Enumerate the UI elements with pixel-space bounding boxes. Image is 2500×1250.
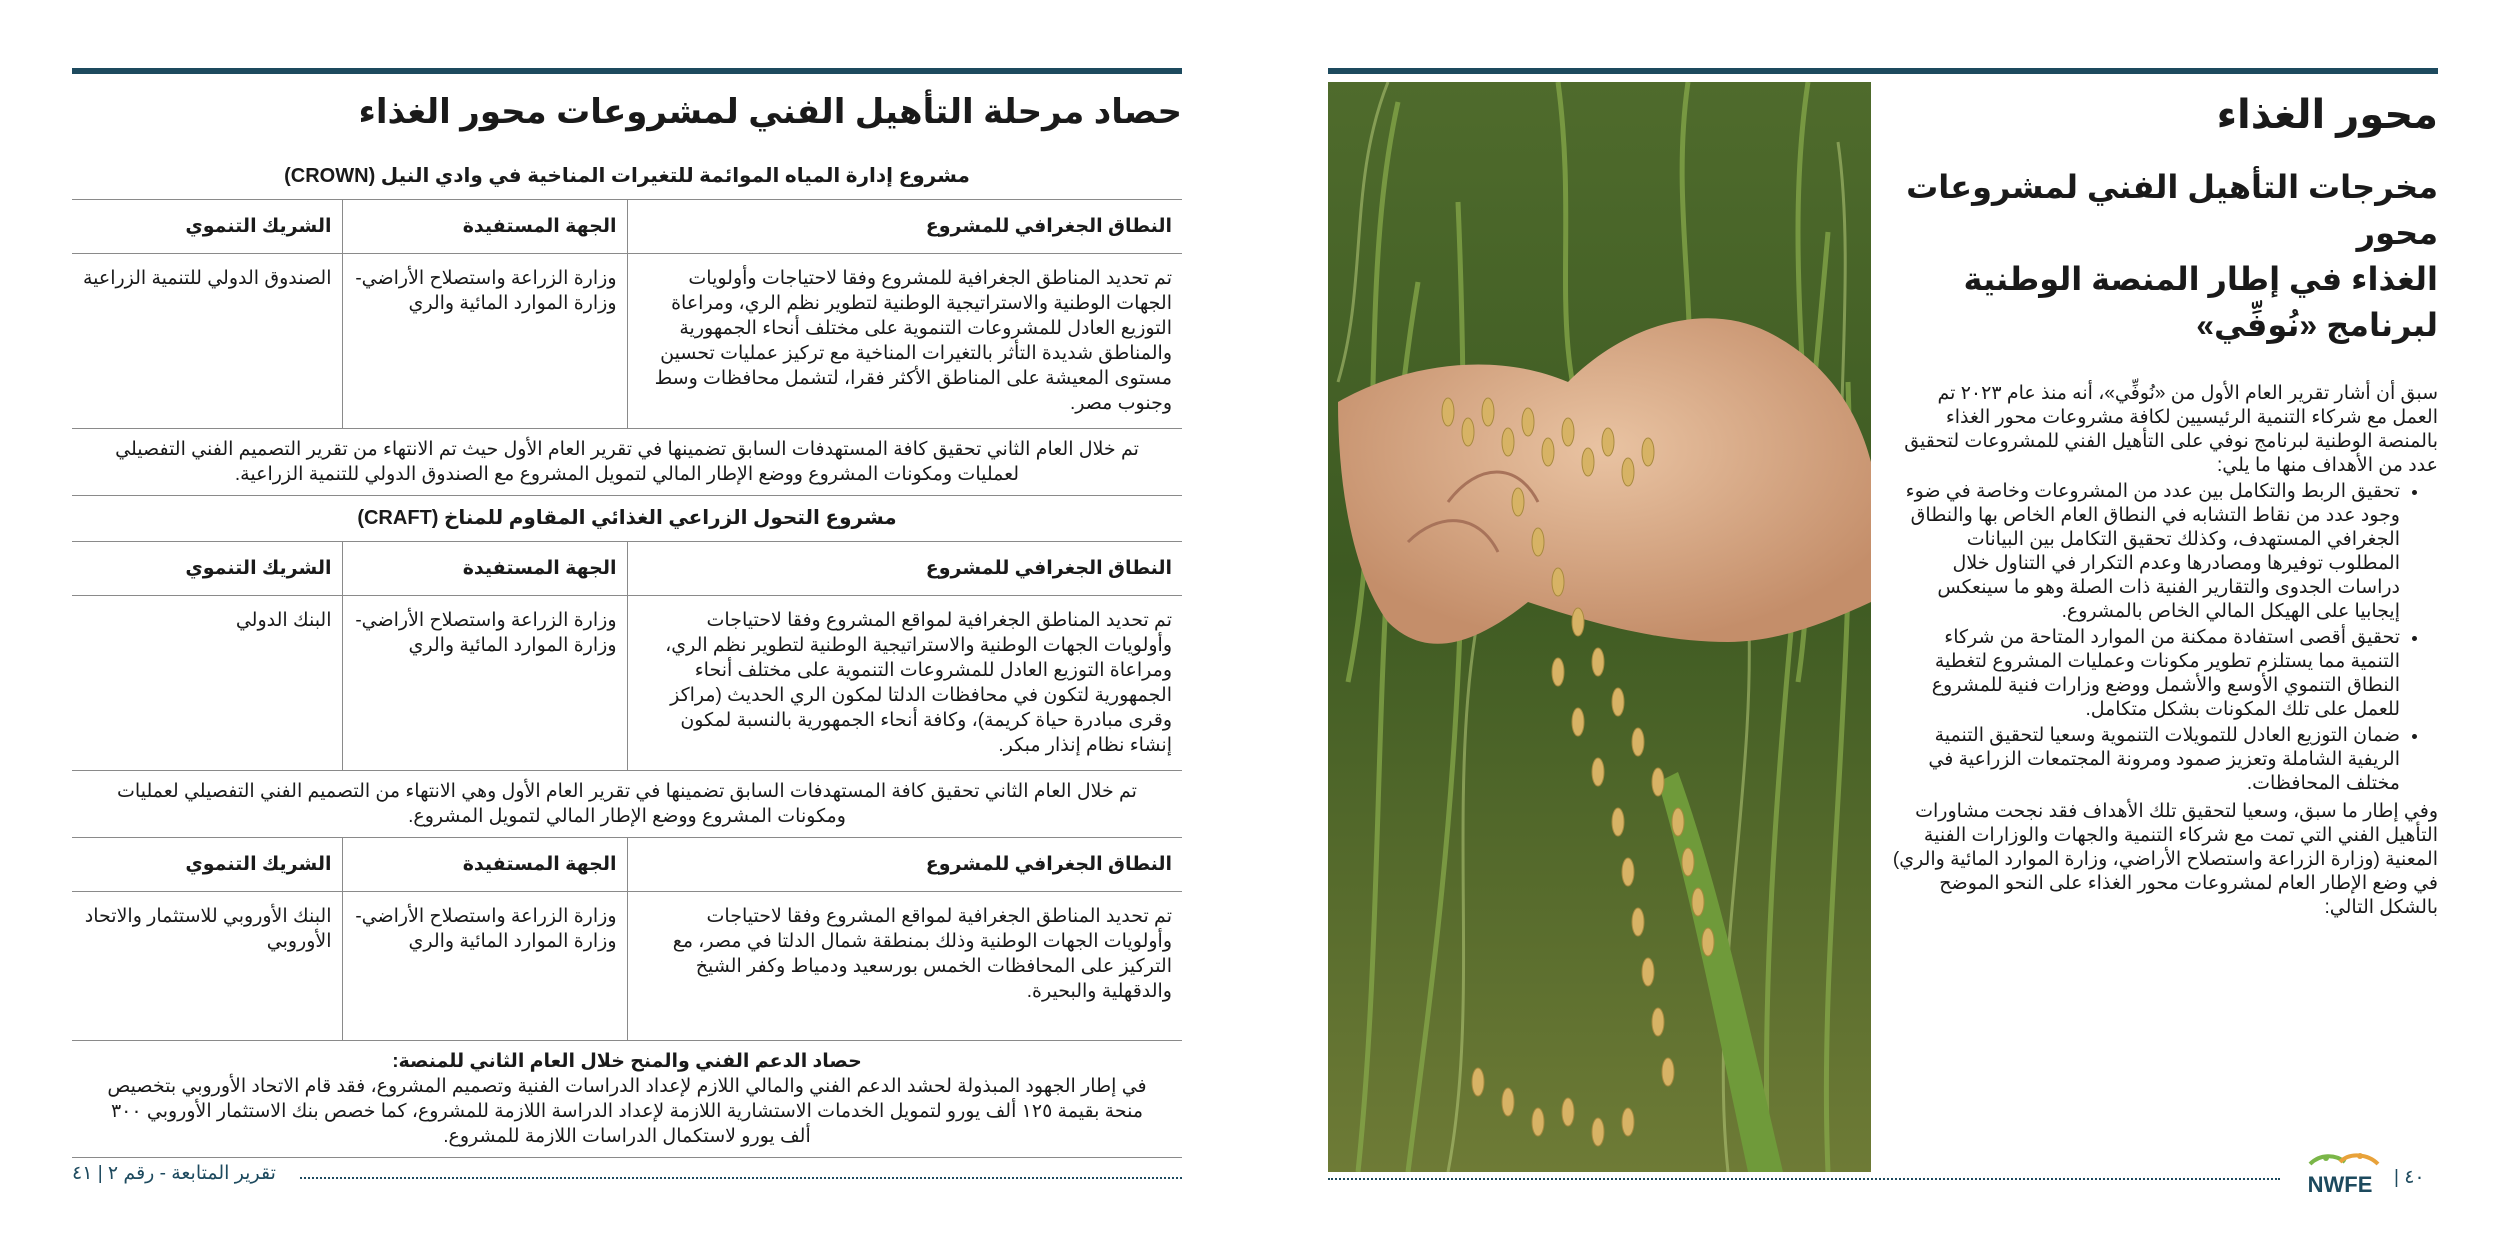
projects-table — [72, 154, 1182, 1158]
footer-dotted-line — [300, 1177, 1182, 1179]
header-beneficiary: الجهة المستفيدة — [342, 542, 627, 596]
logo-wordmark: NWFE — [2307, 1172, 2373, 1197]
table-header-row — [72, 838, 1182, 892]
project-title-row — [72, 154, 1182, 200]
project-note: تم خلال العام الثاني تحقيق كافة المستهدفات السابق تضمينها في تقرير العام الأول حيث تم الانتهاء من تقرير التصميم الفني التفصيلي لعمليات ومكونات المشروع ووضع الإطار المالي لتمويل المشروع مع الصندوق الدولي للتنمية الزراعية. — [72, 429, 1182, 496]
header-partner: الشريك التنموي — [72, 542, 342, 596]
partner-cell: الصندوق الدولي للتنمية الزراعية — [72, 254, 342, 429]
partner-cell: البنك الأوروبي للاستثمار والاتحاد الأوروبي — [72, 892, 342, 1041]
header-partner: الشريك التنموي — [72, 838, 342, 892]
project-note: تم خلال العام الثاني تحقيق كافة المستهدفات السابق تضمينها في تقرير العام الأول وهي الانتهاء من التصميم الفني التفصيلي لعمليات ومكونات المشروع ووضع الإطار المالي لتمويل المشروع. — [72, 771, 1182, 838]
page-number: ٤٠ | — [2394, 1167, 2425, 1188]
partner-cell: البنك الدولي — [72, 596, 342, 771]
support-title: حصاد الدعم الفني والمنح خلال العام الثاني للمنصة: — [392, 1051, 862, 1072]
table-row — [72, 596, 1182, 771]
right-page-column — [1890, 82, 2438, 920]
list-item: • تحقيق أقصى استفادة ممكنة من الموارد المتاحة من شركاء التنمية مما يستلزم تطوير مكونات وعمليات المشروع لتغطية النطاق التنموي الأوسع والأشمل ووضع وزارات فنية للمشروع للعمل على تلك المكونات بشكل متكامل. — [1890, 626, 2400, 722]
table-header-row — [72, 542, 1182, 596]
project-note-row — [72, 429, 1182, 496]
intro-paragraph: سبق أن أشار تقرير العام الأول من «نُوفِّي»، أنه منذ عام ٢٠٢٣ تم العمل مع شركاء التنمية الرئيسيين لكافة مشروعات محور الغذاء بالمنصة الوطنية لبرنامج نوفي على التأهيل الفني للمشروعات لتحقيق عدد من الأهداف منها ما يلي: — [1904, 383, 2438, 476]
header-scope: النطاق الجغرافي للمشروع — [627, 542, 1182, 596]
table-row — [72, 254, 1182, 429]
support-body: في إطار الجهود المبذولة لحشد الدعم الفني والمالي اللازم لإعداد الدراسات الفنية وتصميم المشروع، فقد قام الاتحاد الأوروبي بتخصيص منحة بقيمة ١٢٥ ألف يورو لتمويل الخدمات الاستشارية اللازمة لإعداد الدراسة اللازمة للمشروع، كما خصص بنك الاستثمار الأوروبي ٣٠٠ ألف يورو لاستكمال الدراسات اللازمة للمشروع. — [107, 1076, 1147, 1147]
beneficiary-cell: وزارة الزراعة واستصلاح الأراضي- وزارة الموارد المائية والري — [342, 254, 627, 429]
section-subheading — [1890, 164, 2438, 348]
header-beneficiary: الجهة المستفيدة — [342, 838, 627, 892]
nwfe-logo — [2290, 1150, 2390, 1200]
header-scope: النطاق الجغرافي للمشروع — [627, 200, 1182, 254]
scope-cell: تم تحديد المناطق الجغرافية للمشروع وفقا لاحتياجات وأولويات الجهات الوطنية والاستراتيجية الوطنية لتطوير نظم الري، ومراعاة التوزيع العادل للمشروعات التنموية على مختلف أنحاء الجمهورية والمناطق شديدة التأثر بالتغيرات المناخية مع تركيز عمليات تحسين مستوى المعيشة على المناطق الأكثر فقرا، لتشمل محافظات وسط وجنوب مصر. — [627, 254, 1182, 429]
support-row — [72, 1041, 1182, 1158]
left-footer — [72, 1160, 1182, 1190]
scope-cell: تم تحديد المناطق الجغرافية لمواقع المشروع وفقا لاحتياجات وأولويات الجهات الوطنية وذلك بمنطقة شمال الدلتا في مصر، مع التركيز على المحافظات الخمس بورسعيد ودمياط وكفر الشيخ والدقهلية والبحيرة. — [627, 892, 1182, 1041]
footer-report-label: تقرير المتابعة - رقم ٢ | ٤١ — [72, 1163, 276, 1184]
footer-dotted-line — [1328, 1178, 2280, 1180]
header-partner: الشريك التنموي — [72, 200, 342, 254]
subheading-line: لبرنامج «نُوفِّي» — [2196, 307, 2438, 343]
project-title: مشروع إدارة المياه الموائمة للتغيرات المناخية في وادي النيل (CROWN) — [72, 154, 1182, 200]
header-beneficiary: الجهة المستفيدة — [342, 200, 627, 254]
right-top-rule — [1328, 68, 2438, 74]
left-page — [72, 74, 1182, 1147]
project-title-row — [72, 496, 1182, 542]
rice-grains-photo — [1328, 82, 1871, 1172]
right-footer — [1328, 1150, 2438, 1200]
objectives-list — [1890, 480, 2438, 796]
table-row — [72, 892, 1182, 1041]
page-title: حصاد مرحلة التأهيل الفني لمشروعات محور الغذاء — [358, 93, 1182, 131]
support-cell — [72, 1041, 1182, 1158]
subheading-line: مخرجات التأهيل الفني لمشروعات محور — [1906, 169, 2438, 251]
beneficiary-cell: وزارة الزراعة واستصلاح الأراضي- وزارة الموارد المائية والري — [342, 596, 627, 771]
header-scope: النطاق الجغرافي للمشروع — [627, 838, 1182, 892]
scope-cell: تم تحديد المناطق الجغرافية لمواقع المشروع وفقا لاحتياجات وأولويات الجهات الوطنية والاستراتيجية الوطنية لتطوير نظم الري، ومراعاة التوزيع العادل للمشروعات التنموية على مختلف أنحاء الجمهورية لتكون في محافظات الدلتا لمكون الري الحديث (مراكز وقرى مبادرة حياة كريمة)، وكافة أنحاء الجمهورية بالنسبة لمكون إنشاء نظام إنذار مبكر. — [627, 596, 1182, 771]
subheading-line: الغذاء في إطار المنصة الوطنية — [1963, 261, 2438, 297]
list-item: • ضمان التوزيع العادل للتمويلات التنموية وسعيا لتحقيق التنمية الريفية الشاملة وتعزيز صمود ومرونة المجتمعات الزراعية في مختلف المحافظات. — [1890, 724, 2400, 796]
list-item: • تحقيق الربط والتكامل بين عدد من المشروعات وخاصة في ضوء وجود عدد من نقاط التشابه في النطاق العام الخاص بها والنطاق الجغرافي المستهدف، وكذلك تحقيق التكامل بين البيانات المطلوب توفيرها ومصادرها وعدم التكرار في التناول خلال دراسات الجدوى والتقارير الفنية ذات الصلة وهو ما سينعكس إيجابيا على الهيكل المالي الخاص بالمشروع. — [1890, 480, 2400, 624]
section-heading: محور الغذاء — [2216, 93, 2438, 137]
closing-paragraph: وفي إطار ما سبق، وسعيا لتحقيق تلك الأهداف فقد نجحت مشاورات التأهيل الفني التي تمت مع شركاء التنمية والجهات والوزارات الفنية المعنية (وزارة الزراعة واستصلاح الأراضي، وزارة الموارد المائية والري) في وضع الإطار العام لمشروعات محور الغذاء على النحو الموضح بالشكل التالي: — [1892, 801, 2438, 918]
table-header-row — [72, 200, 1182, 254]
project-note-row — [72, 771, 1182, 838]
beneficiary-cell: وزارة الزراعة واستصلاح الأراضي- وزارة الموارد المائية والري — [342, 892, 627, 1041]
project-title: مشروع التحول الزراعي الغذائي المقاوم للمناخ (CRAFT) — [72, 496, 1182, 542]
